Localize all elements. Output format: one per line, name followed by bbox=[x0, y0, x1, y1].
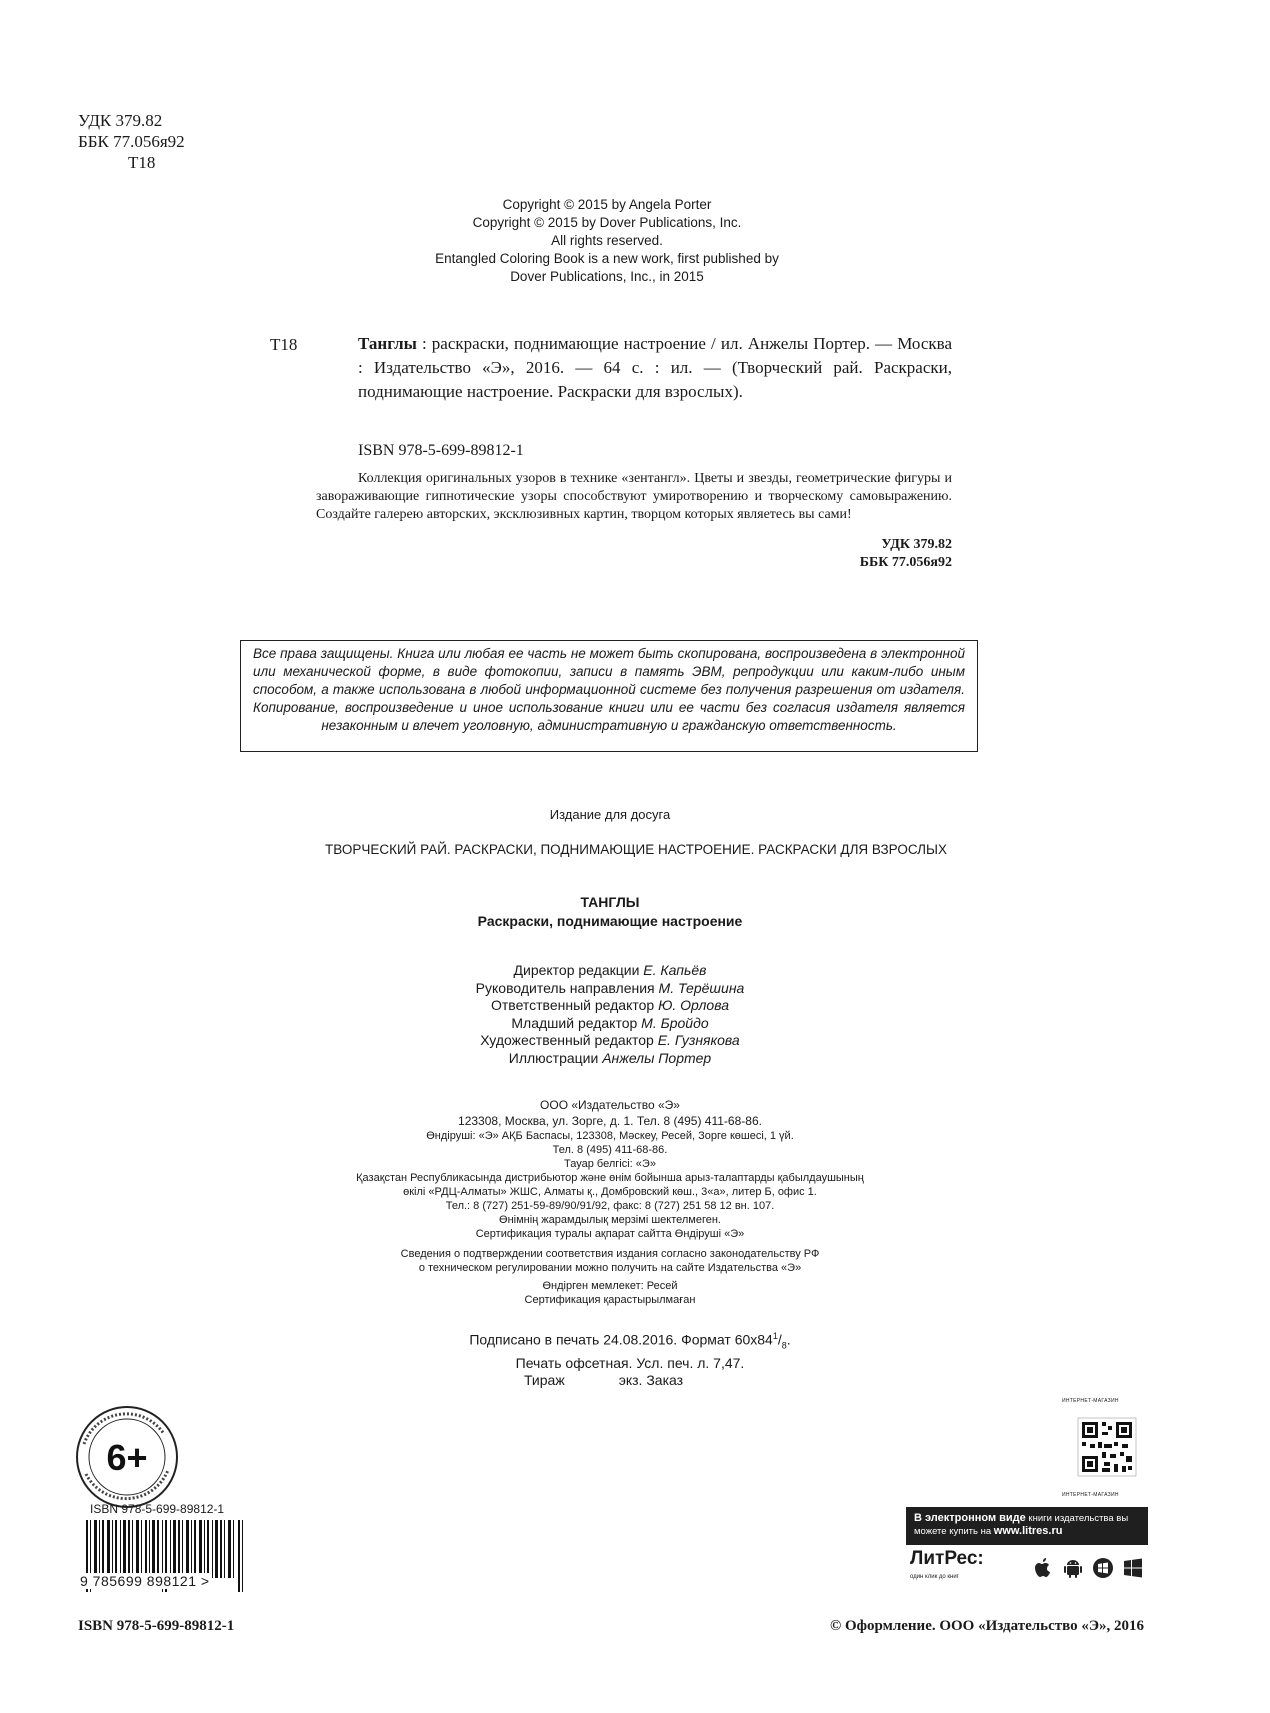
staff-row: Младший редактор М. Бройдо bbox=[511, 1014, 709, 1031]
qr-label-bottom: ИНТЕРНЕТ-МАГАЗИН bbox=[1062, 1492, 1119, 1498]
barcode-isbn-label: ISBN 978-5-699-89812-1 bbox=[90, 1502, 225, 1516]
udk-code: УДК 379.82 bbox=[78, 111, 163, 130]
biblio-title: Танглы bbox=[358, 334, 417, 353]
publisher-info bbox=[0, 1097, 1220, 1307]
litres-stores bbox=[906, 1545, 1148, 1591]
litres-logo: ЛитРес: один клик до книг bbox=[910, 1548, 984, 1580]
staff-row: Художественный редактор Е. Гузнякова bbox=[480, 1032, 740, 1048]
copyright-line: All rights reserved. bbox=[551, 233, 663, 248]
edition-type: Издание для досуга bbox=[549, 807, 671, 822]
publisher-kz-line: Өндіруші: «Э» АҚБ Баспасы, 123308, Мәскеу, Ресей, Зорге көшесі, 1 үй. bbox=[426, 1130, 794, 1142]
publisher-kz-line: Өндірген мемлекет: Ресей bbox=[542, 1280, 678, 1292]
biblio-isbn: ISBN 978-5-699-89812-1 bbox=[358, 442, 524, 459]
annotation: Коллекция оригинальных узоров в технике «зентангл». Цветы и звезды, геометрические фигуры и завораживающие гипнотические узоры способствуют умиротворению и творческому самовыражению. Создайте галерею авторских, эксклюзивных картин, творцом которых являетесь вы сами! bbox=[316, 471, 952, 522]
print-offset: Печать офсетная. Усл. печ. л. 7,47. bbox=[515, 1354, 745, 1371]
library-codes bbox=[78, 110, 185, 173]
litres-site-link[interactable]: www.litres.ru bbox=[993, 1525, 1063, 1537]
publisher-kz-line: Тел.: 8 (727) 251-59-89/90/91/92, факс: 8 (727) 251 58 12 вн. 107. bbox=[445, 1200, 775, 1212]
annotation-udk: УДК 379.82 bbox=[881, 537, 952, 552]
publisher-address: 123308, Москва, ул. Зорге, д. 1. Тел. 8 (495) 411-68-86. bbox=[458, 1114, 762, 1128]
staff-row: Иллюстрации Анжелы Портер bbox=[508, 1049, 712, 1066]
copyright-line: Entangled Coloring Book is a new work, first published by bbox=[435, 251, 779, 266]
copyright-line: Copyright © 2015 by Dover Publications, Inc. bbox=[472, 215, 742, 230]
biblio-text: : раскраски, поднимающие настроение / ил. Анжелы Портер. — Москва : Издательство «Э», 2016. — 64 с. : ил. — (Творческий рай. Раскраски, поднимающие настроение. Раскраски для взрослых). bbox=[358, 334, 952, 401]
windows-icon[interactable] bbox=[1122, 1557, 1144, 1579]
print-signed: Подписано в печать 24.08.2016. Формат $60x84^1/_8$. bbox=[469, 1331, 791, 1351]
publisher-kz-line: Сертификация қарастырылмаған bbox=[524, 1294, 696, 1306]
qr-label-top: ИНТЕРНЕТ-МАГАЗИН bbox=[1062, 1398, 1119, 1404]
publisher-kz-line: Тел. 8 (495) 411-68-86. bbox=[552, 1144, 668, 1156]
barcode-digits: 9 785699 898121 > bbox=[80, 1573, 210, 1589]
copyright-block bbox=[82, 196, 1132, 286]
book-title: ТАНГЛЫ bbox=[580, 894, 640, 910]
publisher-kz-line: өкілі «РДЦ-Алматы» ЖШС, Алматы қ., Домбровский көш., 3«а», литер Б, офис 1. bbox=[403, 1186, 817, 1198]
biblio-author-mark: Т18 bbox=[270, 335, 298, 354]
print-circulation: Тираж экз. Заказ bbox=[524, 1372, 684, 1389]
publisher-kz-line: Сертификация туралы ақпарат сайтта Өндіруші «Э» bbox=[475, 1228, 745, 1240]
publisher-ru-line: о техническом регулировании можно получить на сайте Издательства «Э» bbox=[418, 1262, 802, 1274]
design-copyright: © Оформление. ООО «Издательство «Э», 2016 bbox=[830, 1618, 1145, 1634]
age-rating-badge bbox=[74, 1404, 180, 1510]
author-mark: Т18 bbox=[128, 153, 156, 172]
bbk-code: ББК 77.056я92 bbox=[78, 132, 185, 151]
litres-banner: В электронном виде книги издательства вы можете купить на www.litres.ru bbox=[906, 1507, 1148, 1545]
apple-icon[interactable] bbox=[1032, 1557, 1054, 1579]
copyright-line: Copyright © 2015 by Angela Porter bbox=[502, 197, 712, 212]
staff-row: Руководитель направления М. Терёшина bbox=[475, 979, 745, 996]
copyright-line: Dover Publications, Inc., in 2015 bbox=[510, 269, 704, 284]
litres-promo[interactable] bbox=[906, 1507, 1148, 1591]
staff-row: Ответственный редактор Ю. Орлова bbox=[490, 997, 730, 1013]
biblio-record bbox=[358, 332, 952, 404]
android-icon[interactable] bbox=[1062, 1557, 1084, 1579]
series-title: ТВОРЧЕСКИЙ РАЙ. РАСКРАСКИ, ПОДНИМАЮЩИЕ НАСТРОЕНИЕ. РАСКРАСКИ ДЛЯ ВЗРОСЛЫХ bbox=[325, 842, 947, 857]
isbn-footer: ISBN 978-5-699-89812-1 bbox=[78, 1618, 235, 1634]
publisher-kz-line: Қазақстан Республикасында дистрибьютор және өнім бойынша арыз-талаптарды қабылдаушының bbox=[356, 1172, 864, 1184]
rights-notice: Все права защищены. Книга или любая ее часть не может быть скопирована, воспроизведена в электронной или механической форме, в виде фотокопии, записи в память ЭВМ, репродукции или каким-либо иным способом, а также использована в любой информационной системе без получения разрешения от издателя. Копирование, воспроизведение и иное использование книги или ее части без согласия издателя является незаконным и влечет уголовную, административную и гражданскую ответственность. bbox=[240, 640, 978, 752]
publisher-kz-line: Тауар белгісі: «Э» bbox=[564, 1158, 656, 1170]
windows-phone-icon[interactable] bbox=[1092, 1557, 1114, 1579]
annotation-bbk: ББК 77.056я92 bbox=[859, 555, 952, 570]
book-subtitle: Раскраски, поднимающие настроение bbox=[477, 913, 743, 929]
annotation-codes bbox=[700, 536, 952, 572]
staff-row: Директор редакции Е. Капьёв bbox=[513, 962, 707, 978]
qr-code-icon[interactable] bbox=[1064, 1404, 1150, 1490]
age-rating-text: 6+ bbox=[106, 1437, 148, 1478]
publisher-ru-line: Сведения о подтверждении соответствия издания согласно законодательству РФ bbox=[400, 1248, 820, 1260]
staff-list bbox=[0, 962, 1220, 1067]
publisher-kz-line: Өнімнің жарамдылық мерзімі шектелмеген. bbox=[499, 1214, 721, 1226]
publisher-name: ООО «Издательство «Э» bbox=[540, 1098, 680, 1112]
print-details bbox=[430, 1328, 830, 1390]
